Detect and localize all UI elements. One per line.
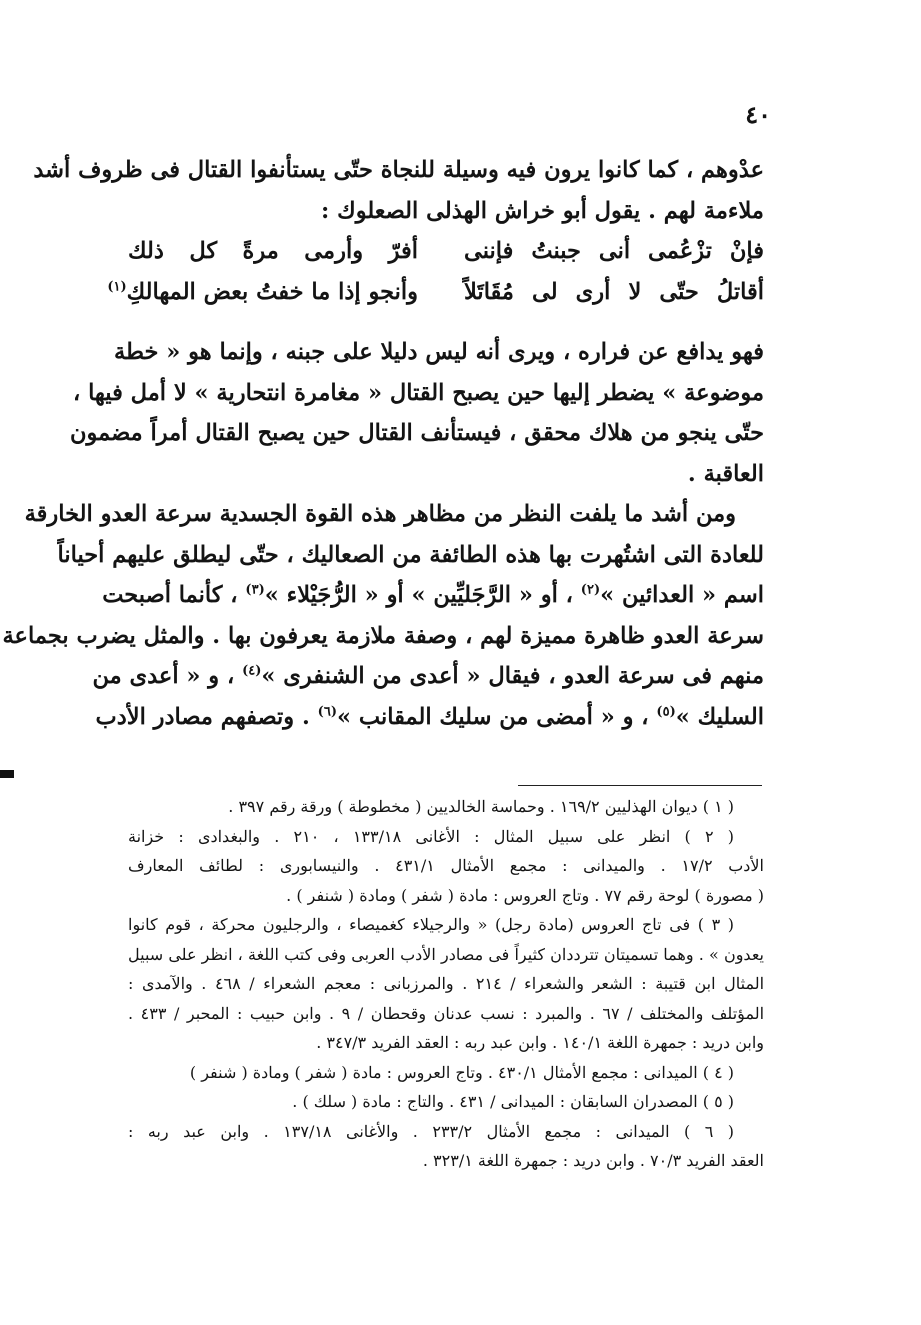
text-line: سرعة العدو ظاهرة مميزة لهم ، وصفة ملازمة يعرفون بها . والمثل يضرب بجماعة — [2, 622, 764, 649]
footnote-line: ( ١ ) ديوان الهذليين ١٦٩/٢ . وحماسة الخالديين ( مخطوطة ) ورقة رقم ٣٩٧ . — [228, 797, 734, 816]
footnote-ref: (٣) — [245, 582, 265, 598]
text-line: العاقبة . — [687, 460, 764, 487]
footnote-line: ( ٦ ) الميدانى : مجمع الأمثال ٢٣٣/٢ . والأغانى ١٣٧/١٨ . وابن عبد ربه : — [128, 1121, 735, 1141]
text-line: عدْوهم ، كما كانوا يرون فيه وسيلة للنجاة حتّى يستأنفوا القتال فى ظروف أشد — [33, 157, 764, 183]
footnote-line: المثال ابن قتيبة : الشعر والشعراء / ٢١٤ . والمرزبانى : معجم الشعراء / ٤٦٨ . والآمدى : — [128, 974, 765, 993]
text-line: موضوعة » يضطر إليها حين يصبح القتال « مغامرة انتحارية » لا أمل فيها ، — [72, 379, 764, 406]
footnote-line: ( مصورة ) لوحة رقم ٧٧ . وتاج العروس : مادة ( شفر ) ومادة ( شنفر ) . — [286, 885, 764, 905]
text-line — [102, 575, 764, 616]
text-line: فهو يدافع عن فراره ، ويرى أنه ليس دليلا على جبنه ، وإنما هو « خطة — [113, 339, 764, 365]
footnote-line: ( ٥ ) المصدران السابقان : الميدانى / ٤٣١ . والتاج : مادة ( سلك ) . — [292, 1092, 734, 1111]
text-line: حتّى ينجو من هلاك محقق ، فيستأنف القتال حين يصبح القتال أمراً مضمون — [69, 420, 764, 446]
footnote-ref: (١) — [107, 279, 127, 294]
text-line: للعادة التى اشتُهرت بها هذه الطائفة من الصعاليك ، حتّى ليطلق عليهم أحياناً — [57, 541, 764, 568]
main-text — [2, 150, 764, 737]
verse-hemistich-first: أقاتلُ حتّى لا أرى لى مُقَاتَلاً — [464, 278, 764, 305]
text-segment: . وتصفهم مصادر الأدب — [95, 703, 310, 730]
poem-verse — [128, 231, 764, 272]
text-segment: ، و « أعدى من — [92, 663, 235, 689]
footnote-line: المؤتلف والمختلف / ٦٧ . والمبرد : نسب عدنان وقحطان / ٩ . وابن حبيب : المحبر / ٤٣٣ . — [128, 1003, 765, 1023]
paragraph-gap — [128, 312, 764, 332]
footnote-ref: (٥) — [656, 704, 676, 719]
footnote-divider — [518, 785, 762, 786]
footnote-line: ( ٤ ) الميدانى : مجمع الأمثال ٤٣٠/١ . وتاج العروس : مادة ( شفر ) ومادة ( شنفر ) — [189, 1062, 734, 1082]
footnote-line: يعدون » . وهما تسميتان تترددان كثيراً فى مصادر الأدب العربى وفى كتب اللغة ، انظر على سبيل — [128, 944, 764, 964]
footnote-line: وابن دريد : جمهرة اللغة ١٤٠/١ . وابن عبد ربه : العقد الفريد ٣٤٧/٣ . — [316, 1033, 764, 1052]
text-segment: السليك » — [675, 703, 764, 730]
footnotes — [128, 792, 764, 1176]
footnote-line: الأدب ١٧/٢ . والميدانى : مجمع الأمثال ٤٣١/١ . والنيسابورى : لطائف المعارف — [128, 856, 764, 875]
verse-hemistich-first: فإنْ تزْعُمى أنى جبنتُ فإننى — [464, 238, 764, 264]
text-line: ملاءمة لهم . يقول أبو خراش الهذلى الصعلوك : — [321, 197, 764, 224]
poem-verse — [107, 272, 764, 313]
verse-text: وأنجو إذا ما خفتُ بعض المهالكِ — [126, 278, 418, 305]
footnote-line: ( ٢ ) انظر على سبيل المثال : الأغانى ١٣٣/١٨ ، ٢١٠ . والبغدادى : خزانة — [128, 826, 735, 846]
page-number: ٤٠ — [745, 100, 771, 129]
text-segment: منهم فى سرعة العدو ، فيقال « أعدى من الشنفرى » — [261, 663, 764, 689]
footnote-line: ( ٣ ) فى تاج العروس (مادة رجل) « والرجيلاء كغميصاء ، والرجليون محركة ، قوم كانوا — [128, 915, 735, 934]
verse-hemistich-second — [107, 272, 418, 313]
footnote-ref: (٦) — [317, 704, 337, 719]
text-segment: ، أو « الرَّجَليِّين » أو « الرُّجَيْلاء » — [264, 582, 573, 608]
text-line — [95, 697, 764, 738]
text-line — [92, 656, 764, 697]
text-segment: ، و « أمضى من سليك المقانب » — [336, 703, 649, 730]
footnote-ref: (٢) — [580, 582, 601, 598]
scan-edge-mark — [0, 770, 14, 778]
footnote-ref: (٤) — [242, 663, 262, 679]
verse-hemistich-second: أفرّ وأرمى مرةً كل ذلك — [128, 238, 418, 264]
text-line: ومن أشد ما يلفت النظر من مظاهر هذه القوة الجسدية سرعة العدو الخارقة — [24, 501, 736, 527]
footnote-line: العقد الفريد ٧٠/٣ . وابن دريد : جمهرة اللغة ٣٢٣/١ . — [422, 1151, 764, 1170]
text-segment: ، كأنما أصبحت — [102, 582, 238, 608]
text-segment: اسم « العدائين » — [600, 582, 764, 608]
